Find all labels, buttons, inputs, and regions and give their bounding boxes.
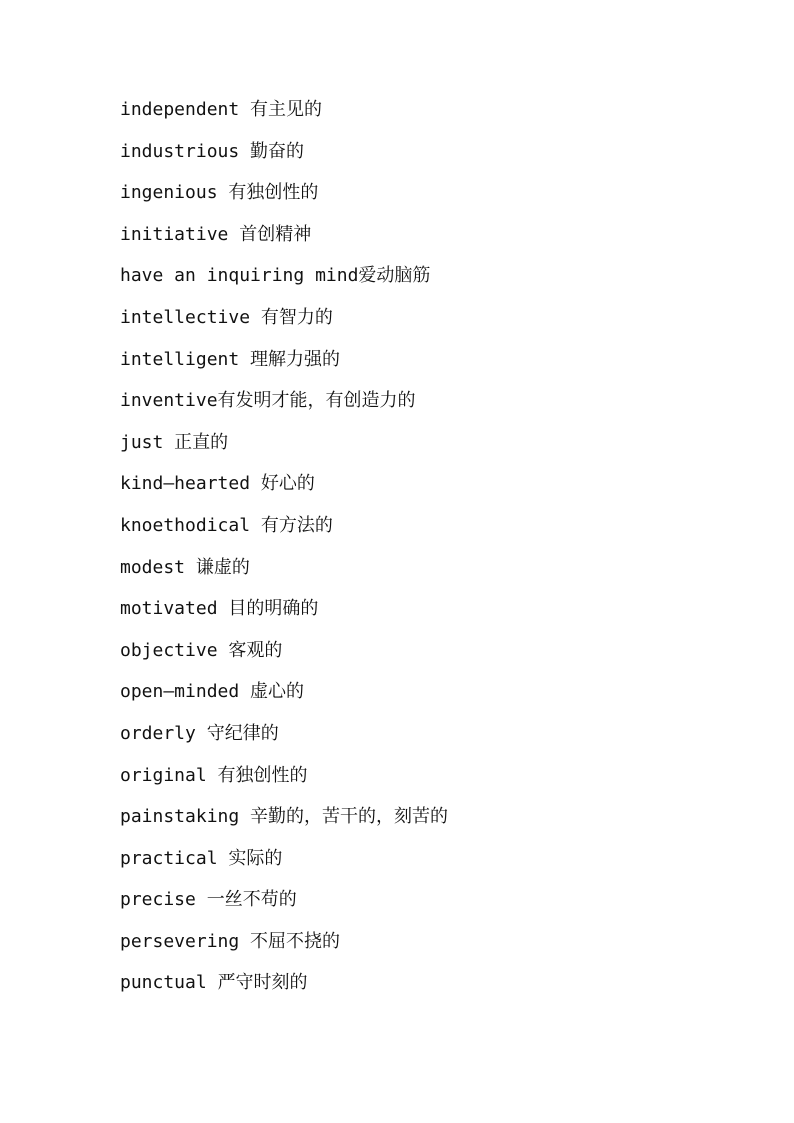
vocab-line: initiative 首创精神 (120, 223, 312, 245)
vocab-line: orderly 守纪律的 (120, 722, 279, 744)
vocab-line: inventive有发明才能，有创造力的 (120, 390, 416, 412)
vocab-line: just 正直的 (120, 431, 229, 453)
vocab-line: objective 客观的 (120, 639, 283, 661)
vocab-line: intellective 有智力的 (120, 306, 333, 328)
vocab-line: independent 有主见的 (120, 99, 323, 120)
vocab-line: punctual 严守时刻的 (120, 972, 308, 994)
vocab-line: open—minded 虚心的 (120, 681, 305, 703)
vocab-line: kind—hearted 好心的 (120, 473, 315, 495)
vocab-line: persevering 不屈不挠的 (120, 930, 341, 952)
vocab-line: original 有独创性的 (120, 764, 308, 786)
vocab-line: painstaking 辛勤的，苦干的，刻苦的 (120, 806, 449, 828)
vocab-line: precise 一丝不苟的 (120, 889, 297, 911)
vocab-line: knoethodical 有方法的 (120, 514, 333, 536)
vocab-line: modest 谦虚的 (120, 556, 250, 578)
vocab-line: industrious 勤奋的 (120, 140, 305, 162)
vocab-line: practical 实际的 (120, 847, 283, 869)
vocab-line: intelligent 理解力强的 (120, 348, 341, 370)
vocab-line: motivated 目的明确的 (120, 598, 319, 620)
vocab-line: have an inquiring mind爱动脑筋 (120, 265, 431, 287)
vocab-line: ingenious 有独创性的 (120, 182, 319, 204)
vocabulary-list (120, 96, 740, 1011)
